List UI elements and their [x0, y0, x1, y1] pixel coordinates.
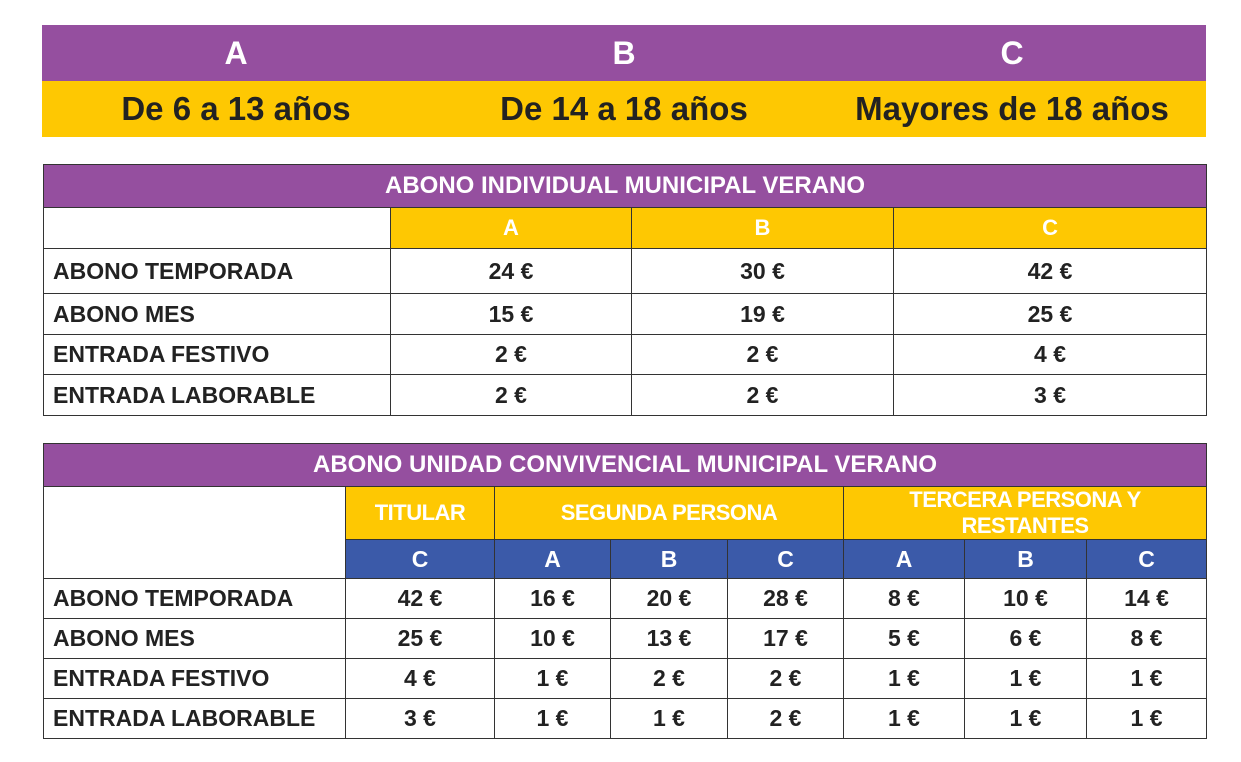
price-cell: 13 €: [611, 619, 728, 659]
group-header: TITULAR: [346, 487, 495, 540]
price-cell: 1 €: [495, 659, 611, 699]
row-label: ABONO MES: [44, 294, 391, 335]
empty-header-cell: [44, 208, 391, 249]
price-cell: 19 €: [632, 294, 894, 335]
table-row: [44, 249, 1207, 294]
legend-age: De 14 a 18 años: [500, 90, 748, 127]
row-label: ABONO TEMPORADA: [44, 249, 391, 294]
table-row: [44, 579, 1207, 619]
group-header: SEGUNDA PERSONA: [495, 487, 844, 540]
price-cell: 2 €: [728, 659, 844, 699]
price-cell: 17 €: [728, 619, 844, 659]
table-row: [44, 294, 1207, 335]
header-row: [44, 208, 1207, 249]
price-cell: 1 €: [1087, 699, 1207, 739]
price-cell: 4 €: [346, 659, 495, 699]
price-cell: 6 €: [965, 619, 1087, 659]
price-cell: 8 €: [1087, 619, 1207, 659]
column-header: B: [632, 208, 894, 249]
table-title-row: [44, 165, 1207, 208]
legend-age: Mayores de 18 años: [855, 90, 1169, 127]
row-label: ENTRADA LABORABLE: [44, 699, 346, 739]
price-cell: 1 €: [1087, 659, 1207, 699]
price-cell: 3 €: [894, 375, 1207, 416]
group-header: TERCERA PERSONA Y RESTANTES: [844, 487, 1207, 540]
price-cell: 15 €: [391, 294, 632, 335]
table-title-row: [44, 444, 1207, 487]
price-cell: 2 €: [611, 659, 728, 699]
column-header: C: [1087, 540, 1207, 579]
column-header: A: [844, 540, 965, 579]
price-cell: 2 €: [632, 375, 894, 416]
row-label: ENTRADA FESTIVO: [44, 659, 346, 699]
table-row: [44, 659, 1207, 699]
price-cell: 2 €: [391, 375, 632, 416]
legend-letters-row: [42, 25, 1206, 81]
legend-age: De 6 a 13 años: [121, 90, 351, 127]
row-label: ENTRADA FESTIVO: [44, 335, 391, 375]
table-row: [44, 375, 1207, 416]
legend-letter: A: [224, 34, 248, 71]
group-header-row: [44, 487, 1207, 540]
price-cell: 16 €: [495, 579, 611, 619]
price-cell: 1 €: [965, 699, 1087, 739]
price-cell: 24 €: [391, 249, 632, 294]
legend-letter: B: [612, 34, 636, 71]
price-cell: 2 €: [728, 699, 844, 739]
price-cell: 20 €: [611, 579, 728, 619]
price-cell: 1 €: [844, 659, 965, 699]
price-cell: 1 €: [844, 699, 965, 739]
price-cell: 2 €: [632, 335, 894, 375]
household-price-table: [43, 443, 1207, 739]
table-title: ABONO UNIDAD CONVIVENCIAL MUNICIPAL VERANO: [44, 444, 1207, 487]
column-header: A: [495, 540, 611, 579]
price-cell: 25 €: [346, 619, 495, 659]
price-cell: 28 €: [728, 579, 844, 619]
column-header: C: [346, 540, 495, 579]
table-row: [44, 335, 1207, 375]
price-cell: 1 €: [611, 699, 728, 739]
price-cell: 42 €: [346, 579, 495, 619]
price-cell: 14 €: [1087, 579, 1207, 619]
row-label: ABONO TEMPORADA: [44, 579, 346, 619]
table-title: ABONO INDIVIDUAL MUNICIPAL VERANO: [44, 165, 1207, 208]
price-cell: 5 €: [844, 619, 965, 659]
age-legend: [42, 25, 1206, 137]
price-cell: 10 €: [965, 579, 1087, 619]
legend-letter: C: [1000, 34, 1024, 71]
column-header: C: [728, 540, 844, 579]
price-cell: 25 €: [894, 294, 1207, 335]
column-header: B: [611, 540, 728, 579]
row-label: ENTRADA LABORABLE: [44, 375, 391, 416]
column-header: A: [391, 208, 632, 249]
empty-header-cell: [44, 487, 346, 579]
table-row: [44, 699, 1207, 739]
price-cell: 1 €: [495, 699, 611, 739]
price-cell: 4 €: [894, 335, 1207, 375]
table-row: [44, 619, 1207, 659]
price-cell: 2 €: [391, 335, 632, 375]
price-cell: 42 €: [894, 249, 1207, 294]
price-cell: 10 €: [495, 619, 611, 659]
individual-price-table: [43, 164, 1207, 416]
price-cell: 1 €: [965, 659, 1087, 699]
price-cell: 3 €: [346, 699, 495, 739]
legend-ages-row: [42, 81, 1206, 137]
column-header: C: [894, 208, 1207, 249]
price-cell: 30 €: [632, 249, 894, 294]
column-header: B: [965, 540, 1087, 579]
row-label: ABONO MES: [44, 619, 346, 659]
price-cell: 8 €: [844, 579, 965, 619]
